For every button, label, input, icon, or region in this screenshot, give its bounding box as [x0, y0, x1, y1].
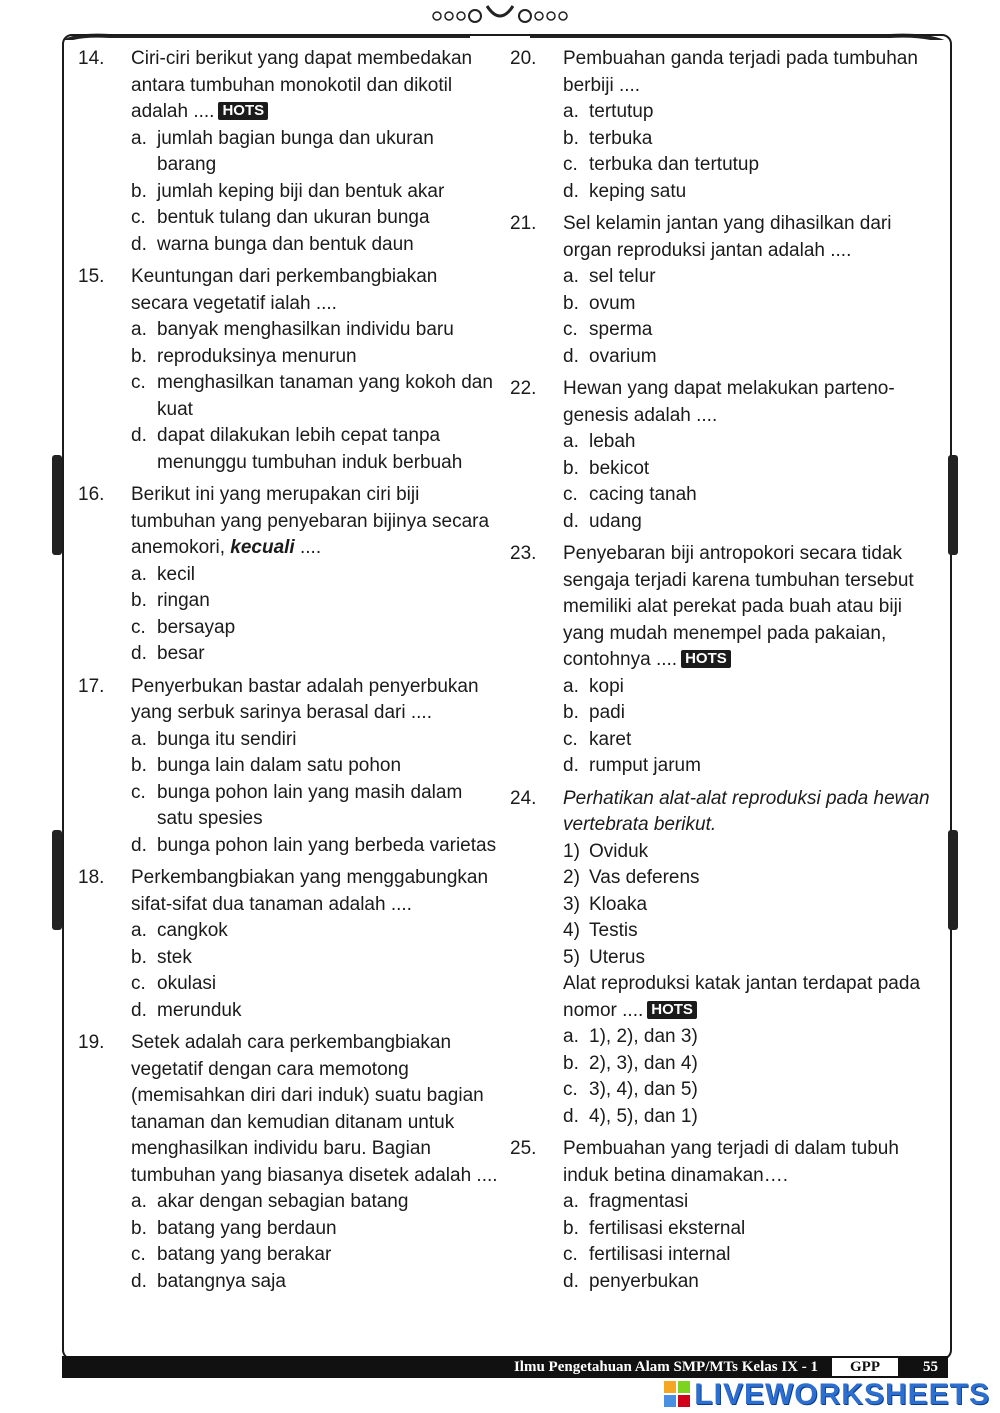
- question-number: 24.: [510, 787, 537, 809]
- option-d[interactable]: d. 4), 5), dan 1): [563, 1105, 698, 1127]
- option-b[interactable]: b. 2), 3), dan 4): [563, 1052, 698, 1074]
- watermark: [664, 1378, 990, 1412]
- question-25: [510, 1136, 930, 1295]
- option-c[interactable]: c. fertilisasi internal: [563, 1244, 731, 1265]
- question-16: [78, 482, 498, 668]
- question-stem: Ciri-ciri berikut yang dapat membedakan antara tumbuhan monokotil dan dikotil adalah .... HOTS: [131, 48, 473, 122]
- book-title: Ilmu Pengetahuan Alam SMP/MTs Kelas IX - 1: [513, 1359, 818, 1375]
- footer-code: GPP: [830, 1356, 900, 1378]
- option-d[interactable]: d. bunga pohon lain yang berbeda varietas: [131, 834, 497, 856]
- question-23: [510, 541, 930, 780]
- question-stem: Penyerbukan bastar adalah penyerbukan yang serbuk sarinya berasal dari ....: [131, 675, 479, 723]
- question-number: 15.: [78, 266, 105, 287]
- emphasis-kecuali: kecuali: [230, 537, 295, 558]
- option-b[interactable]: b. bunga lain dalam satu pohon: [131, 755, 402, 776]
- question-22: [510, 376, 930, 535]
- question-number: 22.: [510, 378, 537, 399]
- watermark-text: LIVEWORKSHEETS: [694, 1378, 990, 1411]
- list-item: 3) Kloaka: [563, 893, 648, 915]
- question-stem: Penyebaran biji antropokori secara tidak sengaja terjadi karena tumbuhan tersebut memiliki alat perekat pada buah atau biji yang mudah menempel pada pakaian, contohnya .... HOTS: [563, 543, 914, 670]
- option-c[interactable]: c. bunga pohon lain yang masih dalam satu spesies: [131, 781, 463, 829]
- option-d[interactable]: d. warna bunga dan bentuk daun: [131, 233, 414, 255]
- option-a[interactable]: a. akar dengan sebagian batang: [131, 1191, 409, 1212]
- list-item: 1) Oviduk: [563, 840, 649, 862]
- option-b[interactable]: b. fertilisasi eksternal: [563, 1217, 746, 1239]
- option-d[interactable]: d. penyerbukan: [563, 1270, 699, 1292]
- option-c[interactable]: c. bersayap: [131, 616, 236, 638]
- question-number: 20.: [510, 48, 537, 69]
- list-item: 4) Testis: [563, 920, 638, 941]
- hots-badge: HOTS: [647, 1001, 697, 1019]
- option-c[interactable]: c. menghasilkan tanaman yang kokoh dan kuat: [131, 372, 493, 420]
- question-number: 23.: [510, 543, 537, 564]
- hots-badge: HOTS: [218, 102, 268, 120]
- left-column: [78, 46, 498, 1301]
- option-a[interactable]: a. fragmentasi: [563, 1191, 689, 1212]
- option-a[interactable]: a. kopi: [563, 675, 624, 697]
- question-15: [78, 264, 498, 476]
- hots-badge: HOTS: [681, 650, 731, 668]
- question-stem: Berikut ini yang merupakan ciri biji tumbuhan yang penyebaran bijinya secara anemokori, kecuali ....: [131, 484, 490, 558]
- option-d[interactable]: d. besar: [131, 643, 205, 664]
- option-b[interactable]: b. reproduksinya menurun: [131, 345, 357, 367]
- option-d[interactable]: d. udang: [563, 510, 642, 532]
- question-14: [78, 46, 498, 258]
- question-stem: Setek adalah cara perkembangbiakan vegetatif dengan cara memotong (memisahkan diri dari induk) suatu bagian tanaman dan kemudian ditanam untuk menghasilkan individu baru. Bagian tumbuhan yang biasanya disetek adalah ....: [131, 1032, 498, 1186]
- question-stem: Perkembangbiakan yang menggabungkan sifat-sifat dua tanaman adalah ....: [131, 867, 489, 915]
- question-stem: Keuntungan dari perkembangbiakan secara vegetatif ialah ....: [131, 266, 438, 314]
- question-stem: Alat reproduksi katak jantan terdapat pada nomor .... HOTS: [563, 973, 921, 1021]
- question-number: 16.: [78, 484, 105, 505]
- option-c[interactable]: c. batang yang berakar: [131, 1244, 332, 1265]
- question-number: 14.: [78, 48, 105, 69]
- page-number: 55: [923, 1359, 938, 1375]
- side-tab-left-1: [52, 455, 62, 555]
- option-c[interactable]: c. okulasi: [131, 973, 217, 994]
- question-stem: Pembuahan yang terjadi di dalam tubuh induk betina dinamakan….: [563, 1138, 899, 1186]
- question-stem: Hewan yang dapat melakukan parteno-genesis adalah ....: [563, 378, 895, 426]
- option-d[interactable]: d. ovarium: [563, 345, 657, 367]
- option-c[interactable]: c. bentuk tulang dan ukuran bunga: [131, 207, 430, 228]
- option-a[interactable]: a. tertutup: [563, 101, 654, 122]
- option-d[interactable]: d. dapat dilakukan lebih cepat tanpa menunggu tumbuhan induk berbuah: [131, 425, 463, 473]
- side-tab-right-1: [948, 455, 958, 555]
- option-c[interactable]: c. 3), 4), dan 5): [563, 1079, 698, 1100]
- side-tab-left-2: [52, 830, 62, 930]
- question-20: [510, 46, 930, 205]
- option-b[interactable]: b. padi: [563, 702, 625, 723]
- option-c[interactable]: c. sperma: [563, 319, 653, 340]
- question-number: 18.: [78, 867, 105, 888]
- option-d[interactable]: d. rumput jarum: [563, 755, 701, 776]
- question-19: [78, 1030, 498, 1295]
- option-b[interactable]: b. terbuka: [563, 127, 653, 149]
- option-d[interactable]: d. keping satu: [563, 180, 687, 202]
- option-b[interactable]: b. stek: [131, 946, 192, 968]
- footer-bar: [62, 1356, 948, 1378]
- option-c[interactable]: c. karet: [563, 728, 632, 750]
- option-b[interactable]: b. ringan: [131, 590, 210, 611]
- option-b[interactable]: b. ovum: [563, 292, 636, 314]
- list-item: 2) Vas deferens: [563, 867, 700, 888]
- question-number: 25.: [510, 1138, 537, 1159]
- question-stem: Sel kelamin jantan yang dihasilkan dari organ reproduksi jantan adalah ....: [563, 213, 892, 261]
- question-24: [510, 786, 930, 1131]
- option-b[interactable]: b. bekicot: [563, 457, 650, 479]
- option-a[interactable]: a. lebah: [563, 431, 636, 452]
- question-17: [78, 674, 498, 860]
- option-a[interactable]: a. kecil: [131, 563, 196, 585]
- option-a[interactable]: a. cangkok: [131, 920, 228, 941]
- liveworksheets-logo-icon: [664, 1381, 690, 1407]
- question-intro: Perhatikan alat-alat reproduksi pada hewan vertebrata berikut.: [563, 787, 930, 835]
- question-18: [78, 865, 498, 1024]
- option-b[interactable]: b. jumlah keping biji dan bentuk akar: [131, 180, 445, 202]
- question-number: 19.: [78, 1032, 105, 1053]
- question-number: 17.: [78, 675, 105, 697]
- side-tab-right-2: [948, 830, 958, 930]
- option-a[interactable]: a. bunga itu sendiri: [131, 728, 297, 750]
- question-number: 21.: [510, 213, 537, 234]
- question-stem: Pembuahan ganda terjadi pada tumbuhan berbiji ....: [563, 48, 918, 96]
- list-item: 5) Uterus: [563, 946, 645, 968]
- right-column: [510, 46, 930, 1301]
- option-a[interactable]: a. 1), 2), dan 3): [563, 1026, 698, 1047]
- option-c[interactable]: c. cacing tanah: [563, 484, 697, 505]
- option-d[interactable]: d. merunduk: [131, 999, 242, 1021]
- option-a[interactable]: a. sel telur: [563, 266, 656, 287]
- option-d[interactable]: d. batangnya saja: [131, 1270, 286, 1292]
- option-a[interactable]: a. jumlah bagian bunga dan ukuran barang: [131, 127, 434, 175]
- option-a[interactable]: a. banyak menghasilkan individu baru: [131, 319, 454, 340]
- option-c[interactable]: c. terbuka dan tertutup: [563, 154, 760, 175]
- question-21: [510, 211, 930, 370]
- option-b[interactable]: b. batang yang berdaun: [131, 1217, 337, 1239]
